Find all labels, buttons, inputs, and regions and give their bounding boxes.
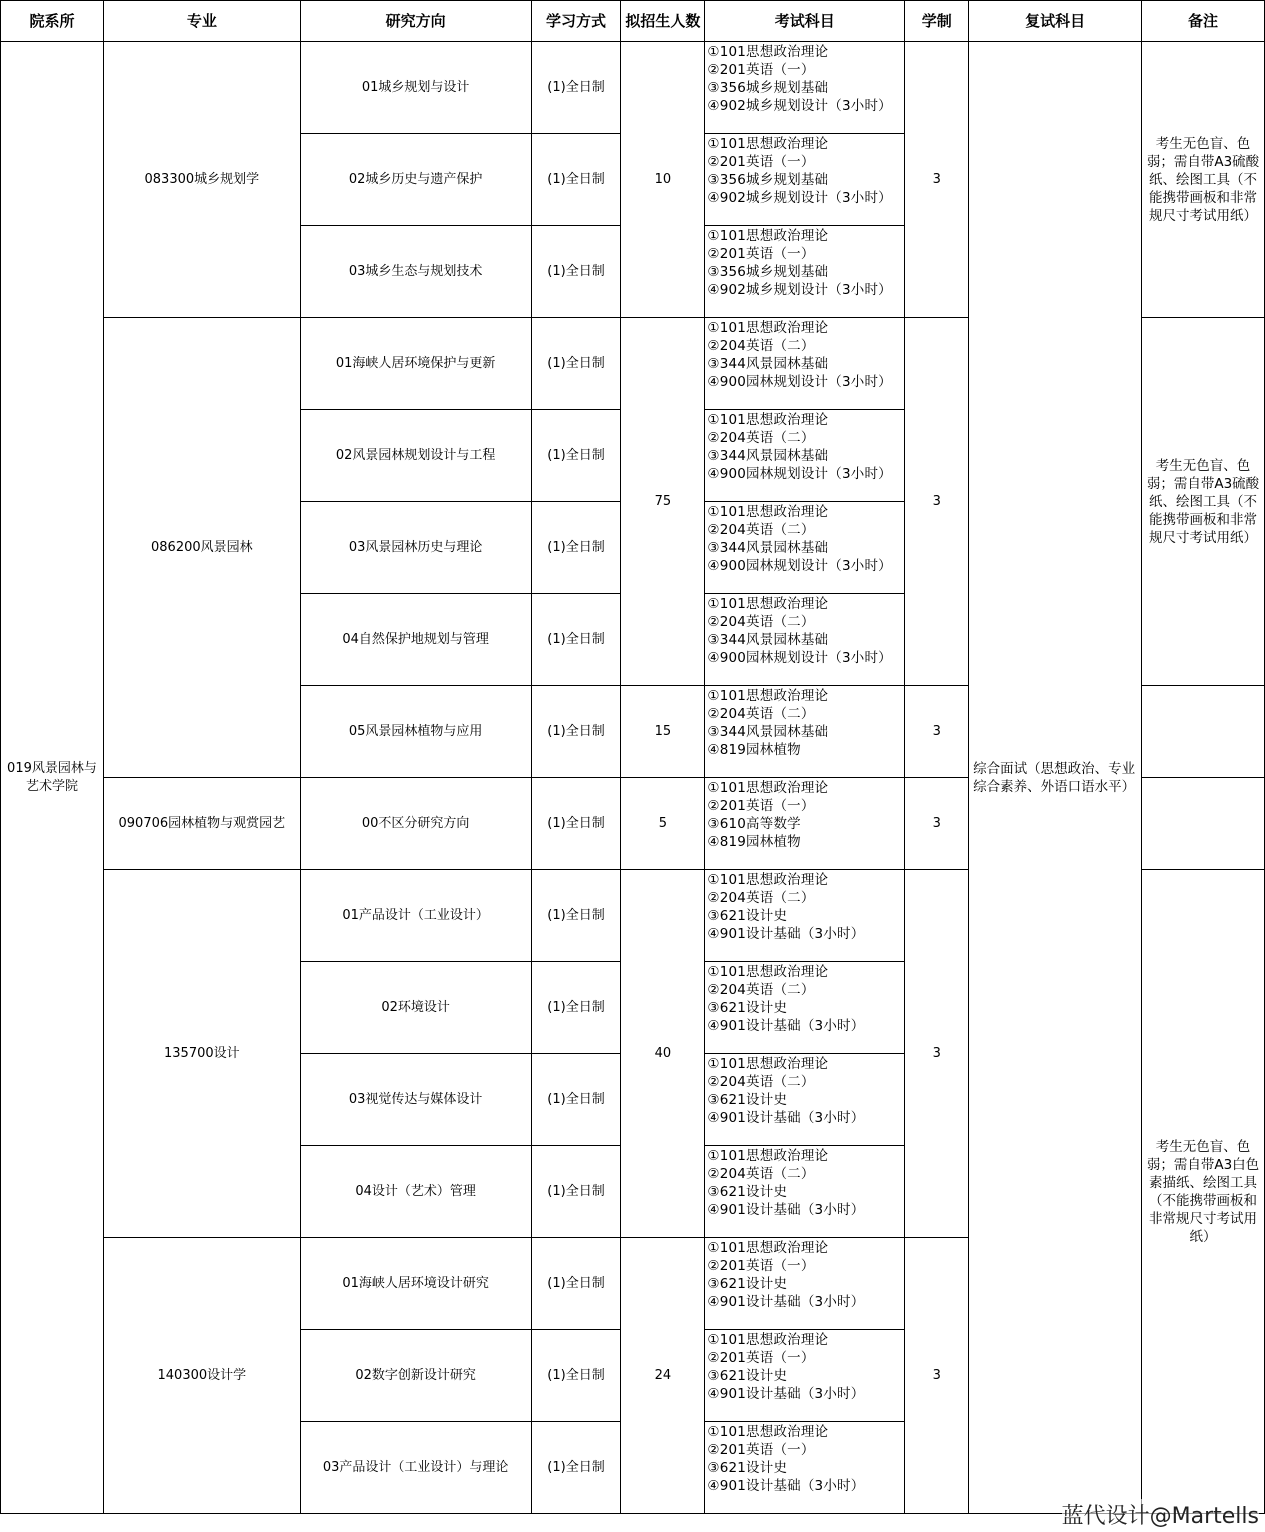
enrollment-cell: 15 xyxy=(621,686,705,778)
exam-subject: ①101思想政治理论 xyxy=(707,780,829,796)
duration-cell: 3 xyxy=(905,42,969,318)
exam-cell xyxy=(705,686,905,778)
duration-cell: 3 xyxy=(905,686,969,778)
table-row xyxy=(1,42,1265,134)
exam-subject: ①101思想政治理论 xyxy=(707,596,829,612)
exam-subject: ④901设计基础（3小时） xyxy=(707,926,865,942)
direction-cell: 03城乡生态与规划技术 xyxy=(300,226,531,318)
header-major: 专业 xyxy=(103,1,300,42)
duration-cell: 3 xyxy=(905,318,969,686)
header-study-mode: 学习方式 xyxy=(531,1,621,42)
exam-cell xyxy=(705,962,905,1054)
enrollment-cell: 10 xyxy=(621,42,705,318)
mode-cell: (1)全日制 xyxy=(531,318,621,410)
exam-cell xyxy=(705,1422,905,1514)
exam-cell xyxy=(705,42,905,134)
exam-cell xyxy=(705,1330,905,1422)
major-cell: 135700设计 xyxy=(103,870,300,1238)
exam-subject: ③356城乡规划基础 xyxy=(707,80,829,96)
exam-cell xyxy=(705,134,905,226)
exam-subject: ③610高等数学 xyxy=(707,816,801,832)
exam-cell xyxy=(705,1054,905,1146)
mode-cell: (1)全日制 xyxy=(531,778,621,870)
header-row xyxy=(1,1,1265,42)
exam-subject: ③356城乡规划基础 xyxy=(707,172,829,188)
exam-subject: ②201英语（一） xyxy=(707,62,815,78)
exam-subject: ①101思想政治理论 xyxy=(707,688,829,704)
direction-cell: 05风景园林植物与应用 xyxy=(300,686,531,778)
mode-cell: (1)全日制 xyxy=(531,1238,621,1330)
direction-cell: 04自然保护地规划与管理 xyxy=(300,594,531,686)
enrollment-cell: 24 xyxy=(621,1238,705,1514)
exam-subject: ①101思想政治理论 xyxy=(707,964,829,980)
note-cell xyxy=(1142,686,1265,778)
direction-cell: 04设计（艺术）管理 xyxy=(300,1146,531,1238)
direction-cell: 03产品设计（工业设计）与理论 xyxy=(300,1422,531,1514)
exam-subject: ④819园林植物 xyxy=(707,742,801,758)
mode-cell: (1)全日制 xyxy=(531,1054,621,1146)
note-cell: 考生无色盲、色弱；需自带A3硫酸纸、绘图工具（不能携带画板和非常规尺寸考试用纸） xyxy=(1142,42,1265,318)
direction-cell: 01产品设计（工业设计） xyxy=(300,870,531,962)
exam-subject: ④900园林规划设计（3小时） xyxy=(707,466,892,482)
exam-cell xyxy=(705,318,905,410)
exam-subject: ④901设计基础（3小时） xyxy=(707,1386,865,1402)
exam-cell xyxy=(705,410,905,502)
exam-subject: ①101思想政治理论 xyxy=(707,872,829,888)
exam-subject: ④900园林规划设计（3小时） xyxy=(707,558,892,574)
exam-subject: ②201英语（一） xyxy=(707,798,815,814)
duration-cell: 3 xyxy=(905,870,969,1238)
mode-cell: (1)全日制 xyxy=(531,134,621,226)
exam-subject: ④902城乡规划设计（3小时） xyxy=(707,190,892,206)
direction-cell: 02环境设计 xyxy=(300,962,531,1054)
exam-subject: ④901设计基础（3小时） xyxy=(707,1018,865,1034)
exam-subject: ①101思想政治理论 xyxy=(707,1240,829,1256)
exam-subject: ④900园林规划设计（3小时） xyxy=(707,374,892,390)
exam-subject: ③344风景园林基础 xyxy=(707,724,829,740)
direction-cell: 00不区分研究方向 xyxy=(300,778,531,870)
header-retest: 复试科目 xyxy=(969,1,1142,42)
header-duration: 学制 xyxy=(905,1,969,42)
watermark: 蓝代设计@Martells xyxy=(1062,1499,1259,1530)
exam-subject: ③621设计史 xyxy=(707,1092,788,1108)
mode-cell: (1)全日制 xyxy=(531,226,621,318)
exam-subject: ③621设计史 xyxy=(707,908,788,924)
exam-subject: ②204英语（二） xyxy=(707,982,815,998)
header-note: 备注 xyxy=(1142,1,1265,42)
mode-cell: (1)全日制 xyxy=(531,594,621,686)
exam-subject: ③621设计史 xyxy=(707,1184,788,1200)
enrollment-cell: 5 xyxy=(621,778,705,870)
exam-cell xyxy=(705,226,905,318)
header-exam-subjects: 考试科目 xyxy=(705,1,905,42)
exam-subject: ③344风景园林基础 xyxy=(707,540,829,556)
exam-subject: ③621设计史 xyxy=(707,1276,788,1292)
exam-subject: ③356城乡规划基础 xyxy=(707,264,829,280)
mode-cell: (1)全日制 xyxy=(531,870,621,962)
exam-subject: ②204英语（二） xyxy=(707,614,815,630)
exam-cell xyxy=(705,1146,905,1238)
enrollment-cell: 40 xyxy=(621,870,705,1238)
exam-subject: ②204英语（二） xyxy=(707,338,815,354)
exam-subject: ②201英语（一） xyxy=(707,1442,815,1458)
major-cell: 090706园林植物与观赏园艺 xyxy=(103,778,300,870)
header-department: 院系所 xyxy=(1,1,104,42)
exam-subject: ③344风景园林基础 xyxy=(707,448,829,464)
exam-subject: ④901设计基础（3小时） xyxy=(707,1202,865,1218)
note-cell: 考生无色盲、色弱；需自带A3硫酸纸、绘图工具（不能携带画板和非常规尺寸考试用纸） xyxy=(1142,318,1265,686)
exam-subject: ①101思想政治理论 xyxy=(707,228,829,244)
major-cell: 140300设计学 xyxy=(103,1238,300,1514)
exam-subject: ②201英语（一） xyxy=(707,1258,815,1274)
mode-cell: (1)全日制 xyxy=(531,42,621,134)
exam-subject: ②201英语（一） xyxy=(707,246,815,262)
exam-cell xyxy=(705,870,905,962)
exam-subject: ③344风景园林基础 xyxy=(707,356,829,372)
mode-cell: (1)全日制 xyxy=(531,686,621,778)
exam-subject: ①101思想政治理论 xyxy=(707,504,829,520)
exam-subject: ②204英语（二） xyxy=(707,890,815,906)
direction-cell: 03视觉传达与媒体设计 xyxy=(300,1054,531,1146)
direction-cell: 03风景园林历史与理论 xyxy=(300,502,531,594)
exam-cell xyxy=(705,1238,905,1330)
note-cell: 考生无色盲、色弱；需自带A3白色素描纸、绘图工具（不能携带画板和非常规尺寸考试用纸） xyxy=(1142,870,1265,1514)
direction-cell: 02风景园林规划设计与工程 xyxy=(300,410,531,502)
exam-subject: ①101思想政治理论 xyxy=(707,136,829,152)
exam-subject: ②204英语（二） xyxy=(707,706,815,722)
direction-cell: 02数字创新设计研究 xyxy=(300,1330,531,1422)
enrollment-cell: 75 xyxy=(621,318,705,686)
exam-subject: ③344风景园林基础 xyxy=(707,632,829,648)
exam-subject: ②204英语（二） xyxy=(707,1074,815,1090)
exam-subject: ④819园林植物 xyxy=(707,834,801,850)
exam-subject: ④901设计基础（3小时） xyxy=(707,1478,865,1494)
exam-subject: ②204英语（二） xyxy=(707,1166,815,1182)
exam-subject: ④901设计基础（3小时） xyxy=(707,1110,865,1126)
mode-cell: (1)全日制 xyxy=(531,1146,621,1238)
direction-cell: 02城乡历史与遗产保护 xyxy=(300,134,531,226)
mode-cell: (1)全日制 xyxy=(531,1330,621,1422)
header-direction: 研究方向 xyxy=(300,1,531,42)
mode-cell: (1)全日制 xyxy=(531,962,621,1054)
exam-subject: ③621设计史 xyxy=(707,1000,788,1016)
exam-subject: ④901设计基础（3小时） xyxy=(707,1294,865,1310)
exam-subject: ②201英语（一） xyxy=(707,1350,815,1366)
mode-cell: (1)全日制 xyxy=(531,1422,621,1514)
duration-cell: 3 xyxy=(905,1238,969,1514)
exam-subject: ①101思想政治理论 xyxy=(707,320,829,336)
exam-cell xyxy=(705,502,905,594)
exam-cell xyxy=(705,594,905,686)
exam-subject: ①101思想政治理论 xyxy=(707,412,829,428)
exam-subject: ③621设计史 xyxy=(707,1460,788,1476)
retest-cell: 综合面试（思想政治、专业综合素养、外语口语水平） xyxy=(969,42,1142,1514)
exam-subject: ③621设计史 xyxy=(707,1368,788,1384)
note-cell xyxy=(1142,778,1265,870)
direction-cell: 01海峡人居环境设计研究 xyxy=(300,1238,531,1330)
department-cell: 019风景园林与艺术学院 xyxy=(1,42,104,1514)
exam-subject: ②204英语（二） xyxy=(707,522,815,538)
header-enrollment: 拟招生人数 xyxy=(621,1,705,42)
major-cell: 086200风景园林 xyxy=(103,318,300,778)
mode-cell: (1)全日制 xyxy=(531,502,621,594)
exam-subject: ④902城乡规划设计（3小时） xyxy=(707,98,892,114)
exam-subject: ①101思想政治理论 xyxy=(707,1056,829,1072)
mode-cell: (1)全日制 xyxy=(531,410,621,502)
exam-subject: ②204英语（二） xyxy=(707,430,815,446)
major-cell: 083300城乡规划学 xyxy=(103,42,300,318)
exam-subject: ①101思想政治理论 xyxy=(707,1424,829,1440)
direction-cell: 01城乡规划与设计 xyxy=(300,42,531,134)
exam-subject: ④900园林规划设计（3小时） xyxy=(707,650,892,666)
exam-subject: ②201英语（一） xyxy=(707,154,815,170)
exam-cell xyxy=(705,778,905,870)
exam-subject: ①101思想政治理论 xyxy=(707,1148,829,1164)
exam-subject: ①101思想政治理论 xyxy=(707,44,829,60)
exam-subject: ④902城乡规划设计（3小时） xyxy=(707,282,892,298)
duration-cell: 3 xyxy=(905,778,969,870)
exam-subject: ①101思想政治理论 xyxy=(707,1332,829,1348)
direction-cell: 01海峡人居环境保护与更新 xyxy=(300,318,531,410)
